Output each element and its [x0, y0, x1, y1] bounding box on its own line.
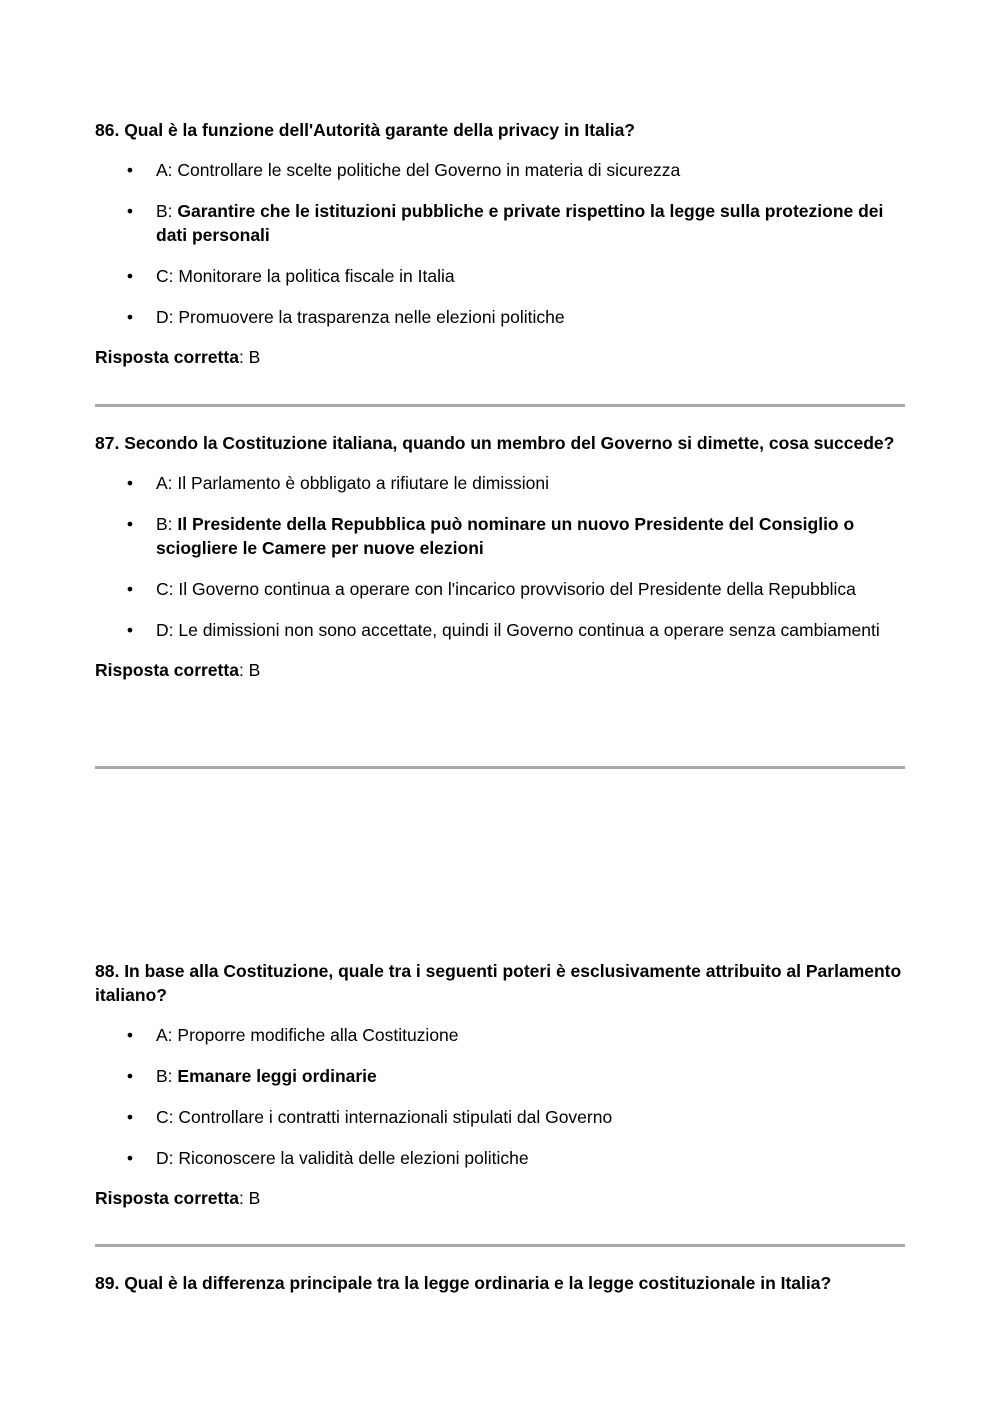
question-88 [95, 959, 905, 1210]
options-list [95, 471, 905, 642]
question-title: 86. Qual è la funzione dell'Autorità garante della privacy in Italia? [95, 120, 635, 140]
question-86 [95, 118, 905, 369]
question-title: 88. In base alla Costituzione, quale tra i seguenti poteri è esclusivamente attribuito al Parlamento italiano? [95, 961, 902, 1005]
bullet-icon: • [126, 1148, 134, 1168]
bullet-icon: • [126, 307, 134, 327]
option-c: • C: Controllare i contratti internazionali stipulati dal Governo [126, 1107, 613, 1127]
correct-answer: Risposta corretta: B [95, 660, 261, 680]
bullet-icon: • [126, 1066, 134, 1086]
option-a: • A: Controllare le scelte politiche del Governo in materia di sicurezza [126, 160, 681, 180]
bullet-icon: • [126, 160, 134, 180]
option-d: • D: Riconoscere la validità delle elezioni politiche [126, 1148, 529, 1168]
bullet-icon: • [126, 266, 134, 286]
option-a: • A: Il Parlamento è obbligato a rifiutare le dimissioni [126, 473, 549, 493]
options-list [95, 158, 905, 329]
option-b: • B: Il Presidente della Repubblica può nominare un nuovo Presidente del Consiglio o sciogliere le Camere per nuove elezioni [126, 514, 855, 558]
bullet-icon: • [126, 473, 134, 493]
divider [95, 766, 905, 769]
divider [95, 404, 905, 407]
correct-answer: Risposta corretta: B [95, 1188, 261, 1208]
option-b: • B: Garantire che le istituzioni pubbliche e private rispettino la legge sulla protezione dei dati personali [126, 201, 884, 245]
options-list [95, 1023, 905, 1170]
option-a: • A: Proporre modifiche alla Costituzione [126, 1025, 459, 1045]
question-89 [95, 1271, 905, 1295]
question-title: 87. Secondo la Costituzione italiana, quando un membro del Governo si dimette, cosa succede? [95, 433, 895, 453]
option-b: • B: Emanare leggi ordinarie [126, 1066, 377, 1086]
question-title: 89. Qual è la differenza principale tra la legge ordinaria e la legge costituzionale in Italia? [95, 1273, 832, 1293]
correct-answer: Risposta corretta: B [95, 347, 261, 367]
bullet-icon: • [126, 1107, 134, 1127]
bullet-icon: • [126, 579, 134, 599]
question-87 [95, 431, 905, 682]
bullet-icon: • [126, 1025, 134, 1045]
option-c: • C: Monitorare la politica fiscale in Italia [126, 266, 455, 286]
bullet-icon: • [126, 201, 134, 221]
divider [95, 1244, 905, 1247]
option-d: • D: Le dimissioni non sono accettate, quindi il Governo continua a operare senza cambiamenti [126, 620, 880, 640]
bullet-icon: • [126, 620, 134, 640]
bullet-icon: • [126, 514, 134, 534]
option-c: • C: Il Governo continua a operare con l'incarico provvisorio del Presidente della Repubblica [126, 579, 856, 599]
option-d: • D: Promuovere la trasparenza nelle elezioni politiche [126, 307, 565, 327]
